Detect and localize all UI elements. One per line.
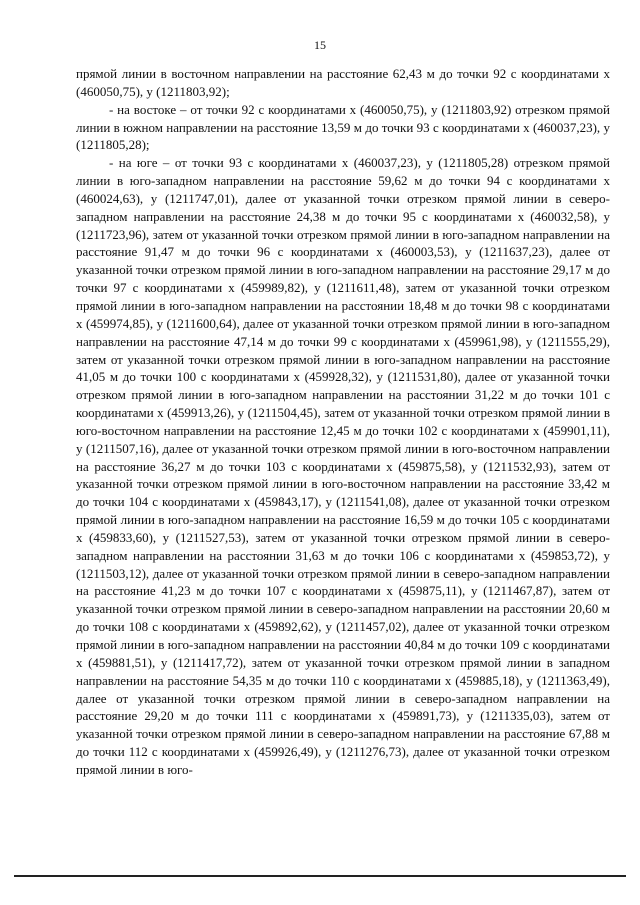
- paragraph-east-boundary: - на востоке – от точки 92 с координатами х (460050,75), у (1211803,92) отрезком прямой линии в южном направлении на расстояние 13,59 м до точки 93 с координатами х (460037,23), у (1211805,28);: [76, 101, 610, 153]
- footer-divider: [14, 875, 626, 877]
- document-body: [76, 65, 610, 779]
- paragraph-south-boundary: - на юге – от точки 93 с координатами х (460037,23), у (1211805,28) отрезком прямой линии в юго-западном направлении на расстояние 59,62 м до точки 94 с координатами х (460024,63), у (1211747,01), далее от указанной точки отрезком прямой линии в северо-западном направлении на расстояние 24,38 м до точки 95 с координатами х (460032,58), у (1211723,96), затем от указанной точки отрезком прямой линии в юго-западном направлении на расстояние 91,47 м до точки 96 с координатами х (460003,53), у (1211637,23), далее от указанной точки отрезком прямой линии в юго-западном направлении на расстояние 29,17 м до точки 97 с координатами х (459989,82), у (1211611,48), затем от указанной точки отрезком прямой линии в юго-западном направлении на расстоянии 18,48 м до точки 98 с координатами х (459974,85), у (1211600,64), далее от указанной точки отрезком прямой линии в юго-западном направлении на расстояние 47,14 м до точки 99 с координатами х (459961,98), у (1211555,29), затем от указанной точки отрезком прямой линии в юго-западном направлении на расстояние 41,05 м до точки 100 с координатами х (459928,32), у (1211531,80), далее от указанной точки отрезком прямой линии в юго-западном направлении на расстоянии 31,22 м до точки 101 с координатами х (459913,26), у (1211504,45), затем от указанной точки отрезком прямой линии в юго-восточном направлении на расстояние 12,45 м до точки 102 с координатами х (459901,11), у (1211507,16), далее от указанной точки отрезком прямой линии в юго-восточном направлении на расстояние 36,27 м до точки 103 с координатами х (459875,58), у (1211532,93), затем от указанной точки отрезком прямой линии в юго-восточном направлении на расстояние 33,42 м до точки 104 с координатами х (459843,17), у (1211541,08), далее от указанной точки отрезком прямой линии в юго-западном направлении на расстояние 16,59 м до точки 105 с координатами х (459833,60), у (1211527,53), затем от указанной точки отрезком прямой линии в северо-западном направлении на расстоянии 31,63 м до точки 106 с координатами х (459853,72), у (1211503,12), далее от указанной точки отрезком прямой линии в северо-западном направлении на расстояние 41,23 м до точки 107 с координатами х (459875,11), у (1211467,87), затем от указанной точки отрезком прямой линии в северо-западном направлении на расстоянии 20,60 м до точки 108 с координатами х (459892,62), у (1211457,02), далее от указанной точки отрезком прямой линии в юго-западном направлении на расстоянии 40,84 м до точки 109 с координатами х (459881,51), у (1211417,72), затем от указанной точки отрезком прямой линии в западном направлении на расстояние 54,35 м до точки 110 с координатами х (459885,18), у (1211363,49), далее от указанной точки отрезком прямой линии в северо-западном направлении на расстояние 29,20 м до точки 111 с координатами х (459891,73), у (1211335,03), затем от указанной точки отрезком прямой линии в северо-западном направлении на расстояние 67,88 м до точки 112 с координатами х (459926,49), у (1211276,73), далее от указанной точки отрезком прямой линии в юго-: [76, 155, 610, 777]
- paragraph-continuation: прямой линии в восточном направлении на расстояние 62,43 м до точки 92 с координатами х (460050,75), у (1211803,92);: [76, 66, 610, 99]
- page-number: 15: [314, 38, 326, 52]
